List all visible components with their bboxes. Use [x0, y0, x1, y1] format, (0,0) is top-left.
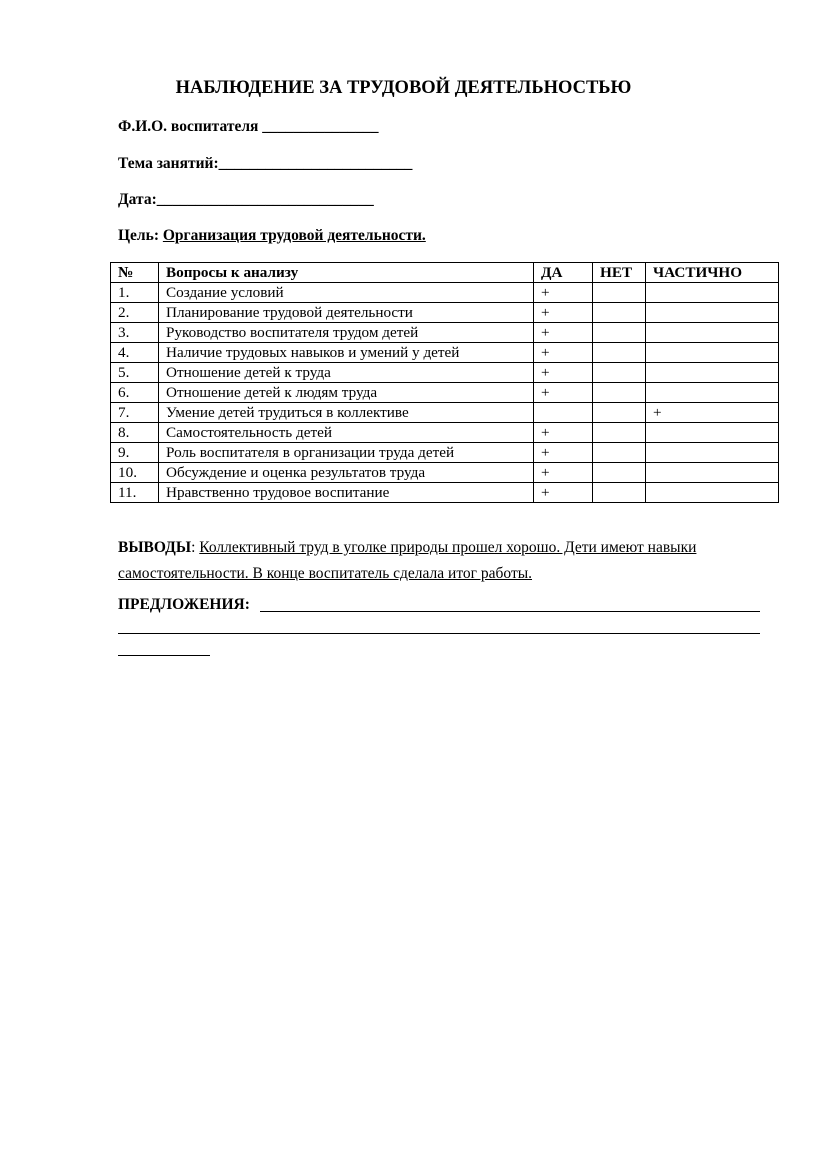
cell-partial [646, 483, 779, 503]
goal-label: Цель: [118, 227, 159, 244]
cell-partial: + [646, 403, 779, 423]
cell-partial [646, 323, 779, 343]
proposals-field [118, 596, 250, 614]
table-row [111, 303, 779, 323]
header-yes: ДА [534, 263, 593, 283]
analysis-table [110, 262, 779, 503]
cell-partial [646, 363, 779, 383]
cell-no [593, 483, 646, 503]
proposals-blank-line-2 [118, 633, 760, 634]
cell-number: 8. [111, 423, 159, 443]
cell-partial [646, 383, 779, 403]
cell-number: 7. [111, 403, 159, 423]
table-row [111, 483, 779, 503]
topic-label: Тема занятий: [118, 155, 219, 172]
cell-no [593, 463, 646, 483]
cell-number: 1. [111, 283, 159, 303]
conclusions-label: ВЫВОДЫ [118, 539, 192, 556]
header-no: НЕТ [593, 263, 646, 283]
table-row [111, 283, 779, 303]
document-title: НАБЛЮДЕНИЕ ЗА ТРУДОВОЙ ДЕЯТЕЛЬНОСТЬЮ [175, 78, 632, 98]
cell-partial [646, 443, 779, 463]
conclusions-text: Коллективный труд в уголке природы прошел хорошо. Дети имеют навыки самостоятельности. В конце воспитатель сделала итог работы. [118, 539, 697, 582]
cell-yes [534, 403, 593, 423]
goal-field [118, 227, 426, 245]
goal-value: Организация трудовой деятельности. [162, 227, 426, 244]
header-partial: ЧАСТИЧНО [646, 263, 779, 283]
table-header-row [111, 263, 779, 283]
date-blank: ____________________________ [156, 191, 374, 208]
cell-number: 11. [111, 483, 159, 503]
cell-question: Умение детей трудиться в коллективе [159, 403, 534, 423]
cell-yes: + [534, 343, 593, 363]
cell-number: 4. [111, 343, 159, 363]
cell-yes: + [534, 303, 593, 323]
cell-number: 10. [111, 463, 159, 483]
proposals-label: ПРЕДЛОЖЕНИЯ: [118, 596, 250, 613]
cell-yes: + [534, 363, 593, 383]
date-field [118, 191, 374, 209]
cell-question: Нравственно трудовое воспитание [159, 483, 534, 503]
table-row [111, 363, 779, 383]
topic-blank: _________________________ [218, 155, 413, 172]
cell-yes: + [534, 423, 593, 443]
date-label: Дата: [118, 191, 157, 208]
cell-question: Создание условий [159, 283, 534, 303]
cell-partial [646, 343, 779, 363]
teacher-name-label: Ф.И.О. воспитателя [118, 118, 259, 135]
cell-no [593, 303, 646, 323]
topic-field [118, 155, 412, 173]
table-row [111, 423, 779, 443]
cell-no [593, 323, 646, 343]
proposals-blank-line-3 [118, 655, 210, 656]
cell-yes: + [534, 383, 593, 403]
cell-number: 6. [111, 383, 159, 403]
cell-yes: + [534, 483, 593, 503]
cell-partial [646, 283, 779, 303]
cell-no [593, 443, 646, 463]
cell-question: Наличие трудовых навыков и умений у детей [159, 343, 534, 363]
cell-number: 2. [111, 303, 159, 323]
cell-number: 9. [111, 443, 159, 463]
cell-partial [646, 423, 779, 443]
header-number: № [111, 263, 159, 283]
cell-question: Самостоятельность детей [159, 423, 534, 443]
cell-question: Планирование трудовой деятельности [159, 303, 534, 323]
header-question: Вопросы к анализу [159, 263, 534, 283]
cell-partial [646, 303, 779, 323]
cell-yes: + [534, 323, 593, 343]
cell-question: Отношение детей к труда [159, 363, 534, 383]
cell-number: 3. [111, 323, 159, 343]
table-row [111, 443, 779, 463]
conclusions-separator: : [191, 539, 200, 556]
cell-question: Отношение детей к людям труда [159, 383, 534, 403]
table-row [111, 403, 779, 423]
table-row [111, 343, 779, 363]
cell-question: Руководство воспитателя трудом детей [159, 323, 534, 343]
cell-partial [646, 463, 779, 483]
table-row [111, 323, 779, 343]
cell-no [593, 283, 646, 303]
cell-yes: + [534, 463, 593, 483]
cell-no [593, 363, 646, 383]
table-row [111, 463, 779, 483]
teacher-name-field [118, 118, 379, 136]
cell-question: Обсуждение и оценка результатов труда [159, 463, 534, 483]
cell-no [593, 343, 646, 363]
cell-no [593, 423, 646, 443]
teacher-name-blank: _______________ [262, 118, 379, 135]
cell-yes: + [534, 283, 593, 303]
cell-no [593, 383, 646, 403]
table-row [111, 383, 779, 403]
conclusions-paragraph [118, 535, 768, 587]
proposals-blank-line-1 [260, 611, 760, 612]
cell-yes: + [534, 443, 593, 463]
cell-question: Роль воспитателя в организации труда детей [159, 443, 534, 463]
cell-no [593, 403, 646, 423]
cell-number: 5. [111, 363, 159, 383]
